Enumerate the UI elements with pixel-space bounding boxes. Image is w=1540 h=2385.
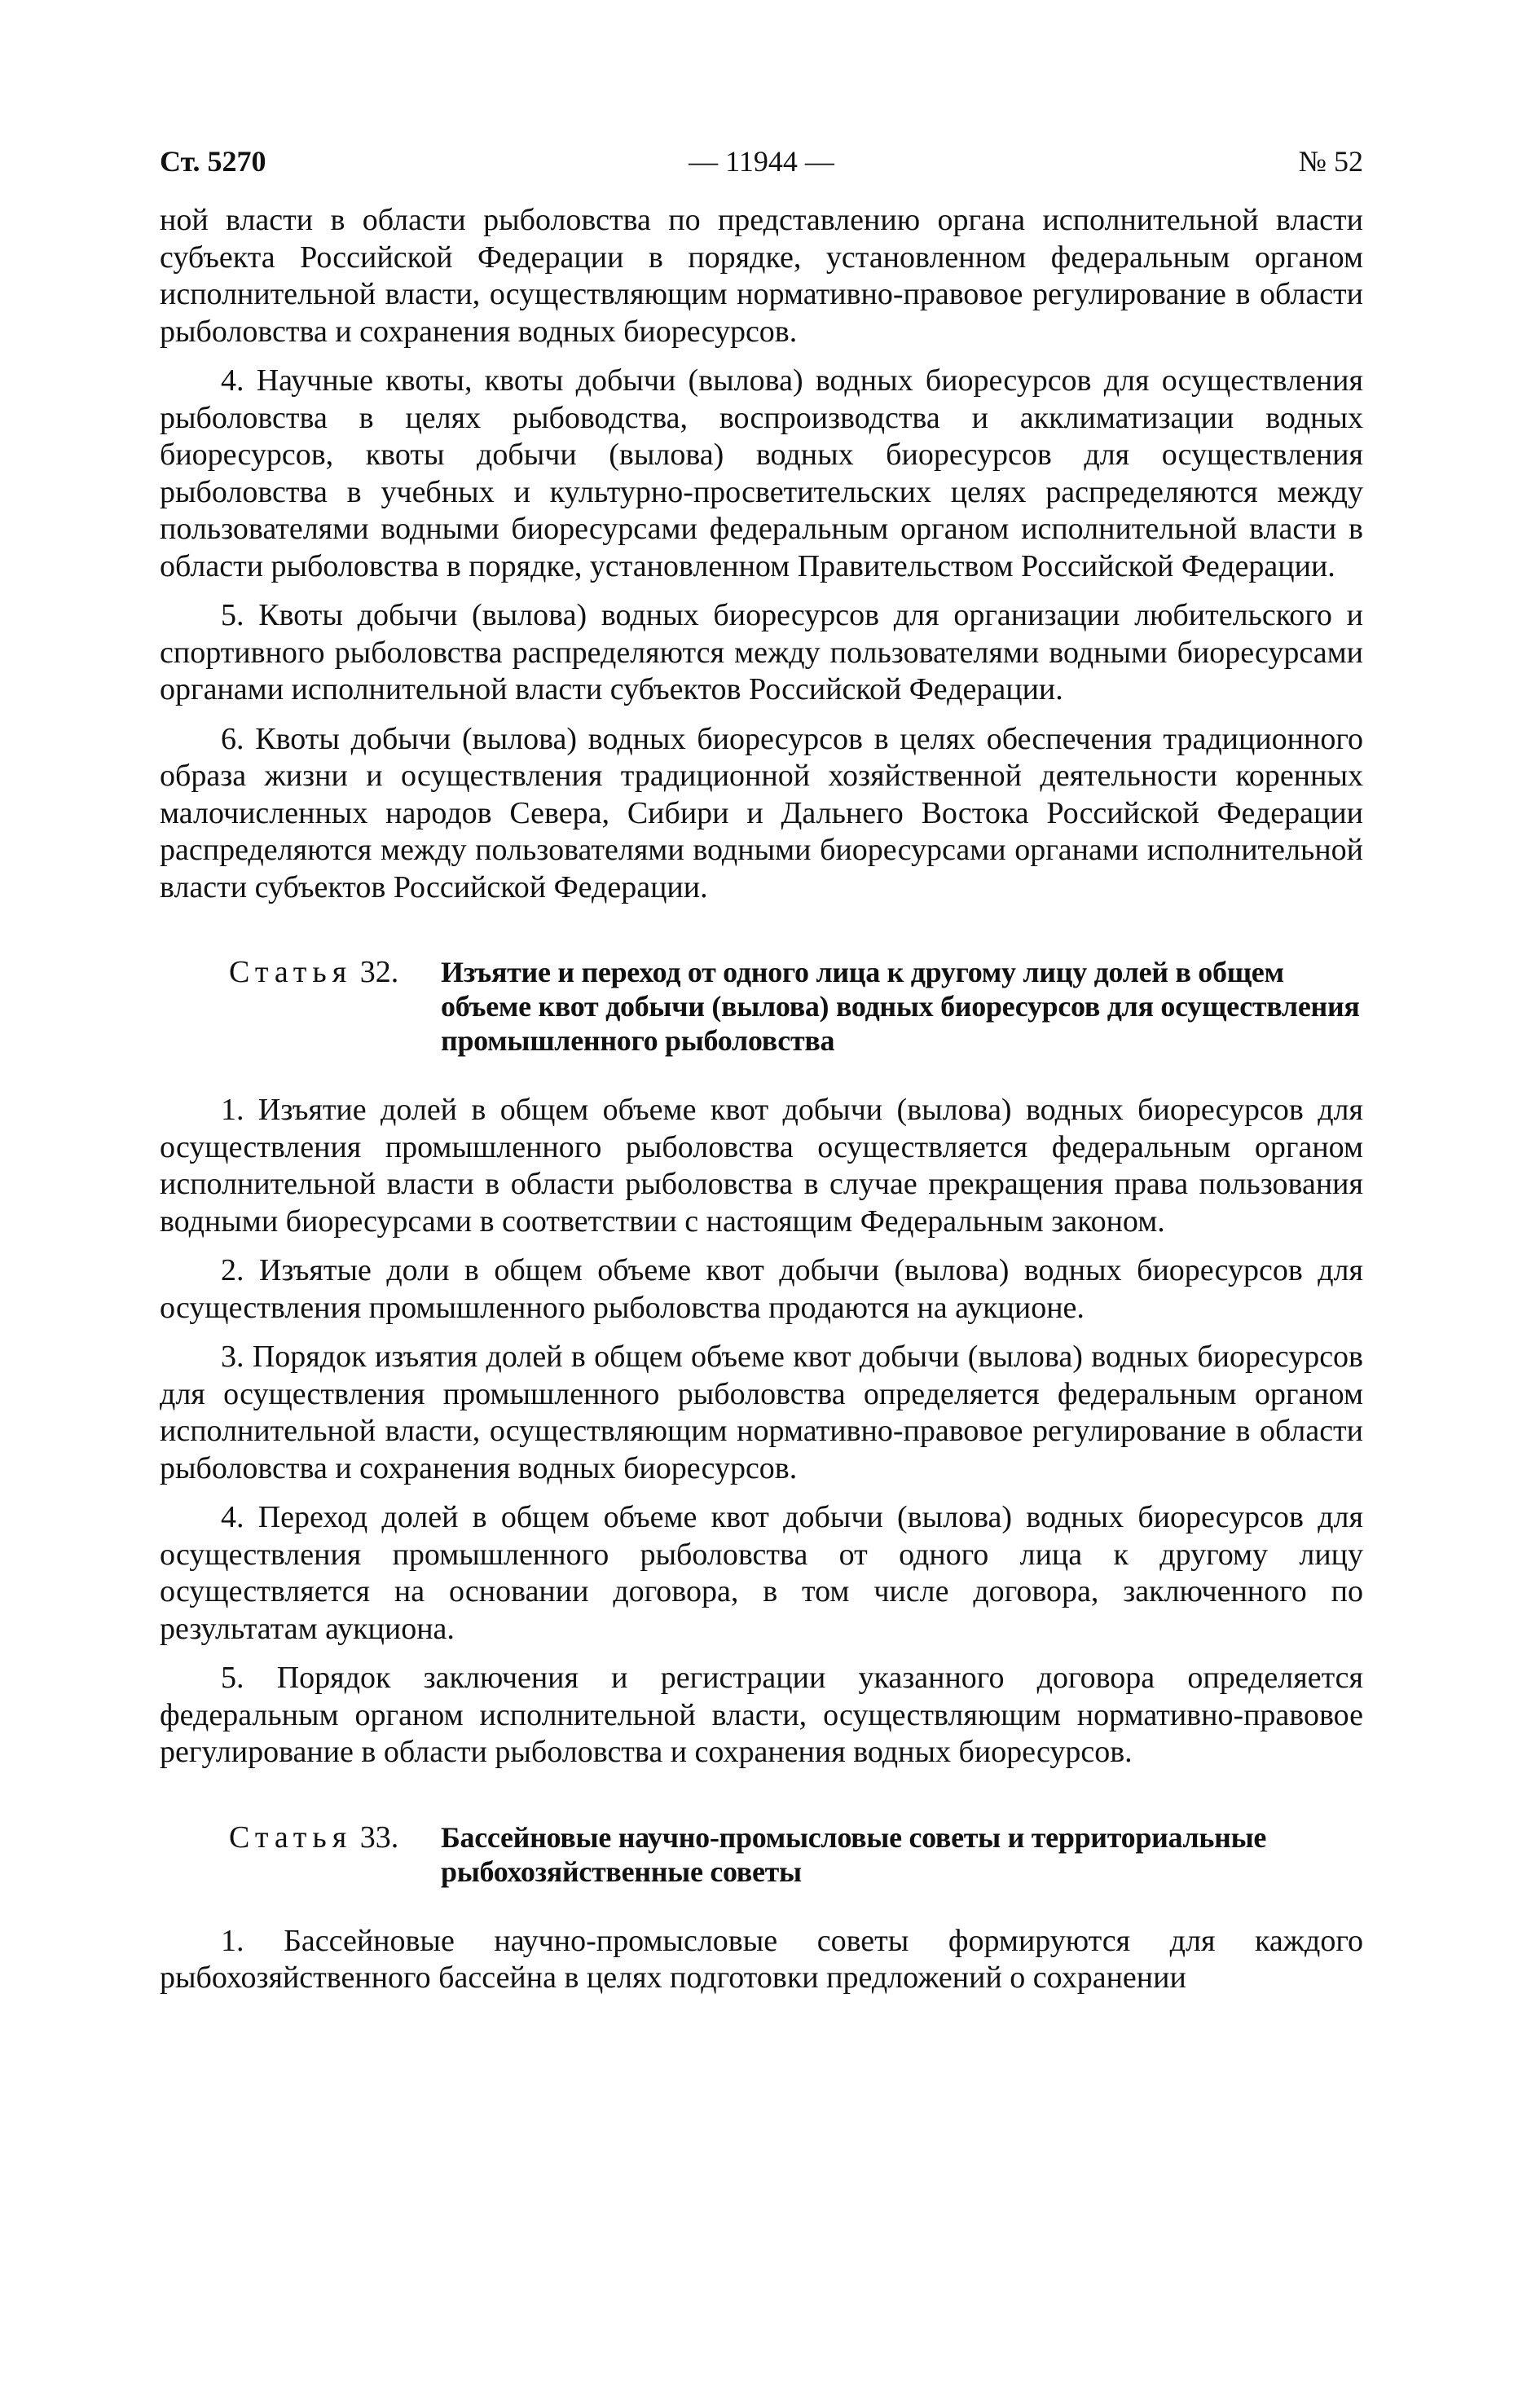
article-32-paragraph-3: 3. Порядок изъятия долей в общем объеме квот добычи (вылова) водных биоресурсов для осуществления промышленного рыболовства определяется федеральным органом исполнительной власти, осуществляющим нормативно-правовое регулирование в области рыболовства и сохранения водных биоресурсов. — [160, 1340, 1363, 1485]
paragraph-6: 6. Квоты добычи (вылова) водных биоресурсов в целях обеспечения традиционного образа жизни и осуществления традиционной хозяйственной деятельности коренных малочисленных народов Севера, Сибири и Дальнего Востока Российской Федерации распределяются между пользователями водными биоресурсами органами исполнительной власти субъектов Российской Федерации. — [160, 721, 1363, 904]
article-33-label — [160, 1820, 441, 1855]
page-header — [160, 137, 1363, 186]
article-number: 33. — [352, 1820, 399, 1855]
document-body — [160, 202, 1363, 1997]
article-33-title: Бассейновые научно-промысловые советы и территориальные рыбохозяйственные советы — [441, 1820, 1267, 1888]
article-32-title: Изъятие и переход от одного лица к другому лицу долей в общем объеме квот добычи (вылова) водных биоресурсов для осуществления промышленного рыболовства — [441, 956, 1360, 1057]
article-32-paragraph-1: 1. Изъятие долей в общем объеме квот добычи (вылова) водных биоресурсов для осуществления промышленного рыболовства осуществляется федеральным органом исполнительной власти в области рыболовства в случае прекращения права пользования водными биоресурсами в соответствии с настоящим Федеральным законом. — [160, 1093, 1363, 1239]
article-32-paragraph-2: 2. Изъятые доли в общем объеме квот добычи (вылова) водных биоресурсов для осуществления промышленного рыболовства продаются на аукционе. — [160, 1253, 1363, 1325]
page-number: — 11944 — — [689, 145, 834, 178]
paragraph-4: 4. Научные квоты, квоты добычи (вылова) водных биоресурсов для осуществления рыболовства в целях рыбоводства, воспроизводства и акклиматизации водных биоресурсов, квоты добычи (вылова) водных биоресурсов для осуществления рыболовства в учебных и культурно-просветительских целях распределяются между пользователями водными биоресурсами федеральным органом исполнительной власти в области рыболовства в порядке, установленном Правительством Российской Федерации. — [160, 363, 1363, 583]
article-33-heading — [160, 1820, 1363, 1889]
article-number: 32. — [352, 955, 399, 989]
paragraph-continued: ной власти в области рыболовства по представлению органа исполнительной власти субъекта Российской Федерации в порядке, установленном федеральным органом исполнительной власти, осуществляющим нормативно-правовое регулирование в области рыболовства и сохранения водных биоресурсов. — [160, 203, 1363, 349]
article-32-label — [160, 955, 441, 989]
article-word: Статья — [229, 1820, 353, 1855]
paragraph-5: 5. Квоты добычи (вылова) водных биоресурсов для организации любительского и спортивного рыболовства распределяются между пользователями водными биоресурсами органами исполнительной власти субъектов Российской Федерации. — [160, 598, 1363, 706]
article-word: Статья — [229, 955, 353, 989]
article-32-paragraph-4: 4. Переход долей в общем объеме квот добычи (вылова) водных биоресурсов для осуществления промышленного рыболовства от одного лица к другому лицу осуществляется на основании договора, в том числе договора, заключенного по результатам аукциона. — [160, 1500, 1363, 1646]
article-32-paragraph-5: 5. Порядок заключения и регистрации указанного договора определяется федеральным органом исполнительной власти, осуществляющим нормативно-правовое регулирование в области рыболовства и сохранения водных биоресурсов. — [160, 1661, 1363, 1769]
article-32-heading — [160, 955, 1363, 1058]
article-reference: Ст. 5270 — [160, 145, 266, 178]
issue-number: № 52 — [1298, 145, 1363, 178]
article-33-paragraph-1: 1. Бассейновые научно-промысловые советы формируются для каждого рыбохозяйственного бассейна в целях подготовки предложений о сохранении — [160, 1923, 1363, 1995]
